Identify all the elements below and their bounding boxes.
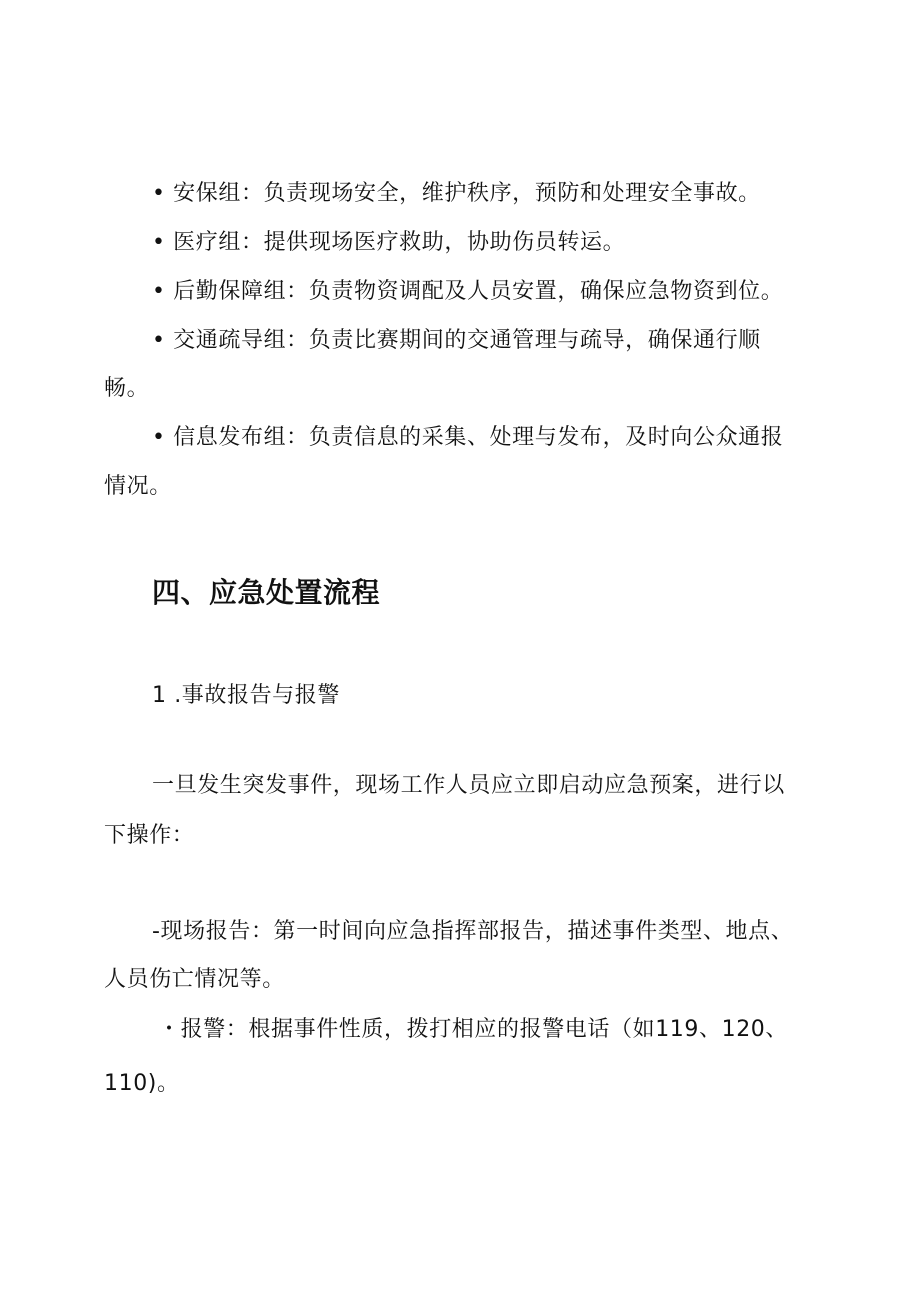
report-line1: -现场报告：第一时间向应急指挥部报告，描述事件类型、地点、 xyxy=(152,919,794,944)
section-title: 四、应急处置流程 xyxy=(152,576,381,609)
intro-line2: 下操作： xyxy=(104,823,195,848)
role-info-line1: • 信息发布组：负责信息的采集、处理与发布，及时向公众通报 xyxy=(152,425,784,450)
alarm-line2: 110)。 xyxy=(104,1071,180,1096)
report-line2: 人员伤亡情况等。 xyxy=(104,967,285,992)
alarm-line1: ・报警：根据事件性质，拨打相应的报警电话（如119、120、 xyxy=(158,1017,788,1042)
role-medical: • 医疗组：提供现场医疗救助，协助伤员转运。 xyxy=(152,230,626,255)
intro-line1: 一旦发生突发事件，现场工作人员应立即启动应急预案，进行以 xyxy=(152,773,785,798)
subsection-title: 1 .事故报告与报警 xyxy=(152,683,340,708)
role-logistics: • 后勤保障组：负责物资调配及人员安置，确保应急物资到位。 xyxy=(152,279,784,304)
role-traffic-line2: 畅。 xyxy=(104,376,150,401)
role-security: • 安保组：负责现场安全，维护秩序，预防和处理安全事故。 xyxy=(152,181,761,206)
role-traffic-line1: • 交通疏导组：负责比赛期间的交通管理与疏导，确保通行顺 xyxy=(152,328,761,353)
role-info-line2: 情况。 xyxy=(104,474,172,499)
